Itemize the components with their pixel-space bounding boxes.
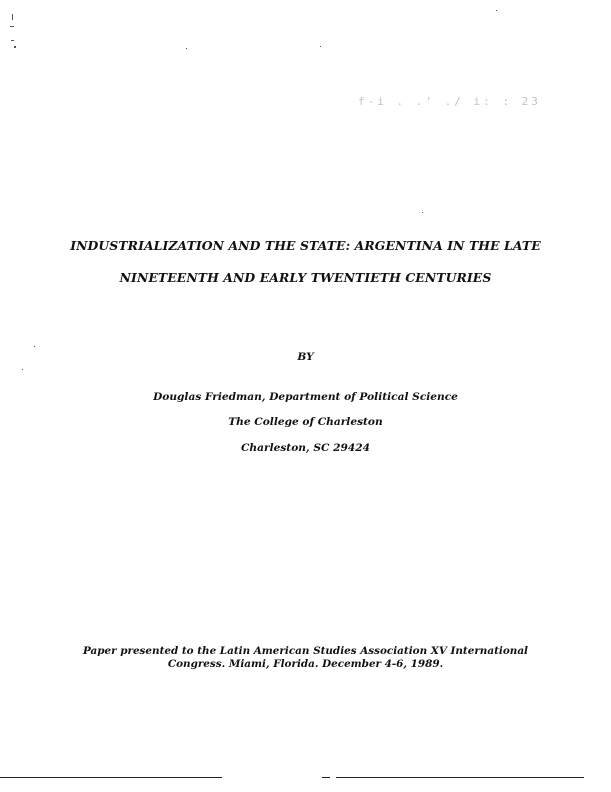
- bottom-rule-left: [0, 777, 222, 778]
- author-name-department: Douglas Friedman, Department of Political Science: [153, 391, 458, 403]
- title-line-2: NINETEENTH AND EARLY TWENTIETH CENTURIES: [119, 270, 492, 285]
- footer-line-2: Congress. Miami, Florida. December 4-6, 1989.: [167, 658, 444, 670]
- scan-speck: [11, 40, 14, 41]
- author-location: Charleston, SC 29424: [241, 442, 370, 454]
- byline: BY: [297, 351, 314, 363]
- scan-speck: [34, 346, 35, 347]
- bottom-rule-mid: [322, 777, 330, 778]
- footer-line-1: Paper presented to the Latin American Studies Association XV International: [82, 645, 529, 657]
- faded-stamp: f-i . .' ./ i: : 23: [358, 95, 541, 108]
- scan-speck: [14, 46, 16, 48]
- title-line-1: INDUSTRIALIZATION AND THE STATE: ARGENTINA IN THE LATE: [70, 238, 541, 253]
- bottom-rule-right: [336, 777, 584, 778]
- author-institution: The College of Charleston: [228, 416, 383, 428]
- scan-speck: [422, 212, 423, 213]
- scan-speck: [496, 10, 497, 11]
- scan-speck: [186, 48, 187, 49]
- scan-speck: [320, 46, 321, 47]
- scan-speck: [12, 14, 13, 20]
- scan-speck: [10, 26, 14, 27]
- scan-speck: [22, 369, 23, 370]
